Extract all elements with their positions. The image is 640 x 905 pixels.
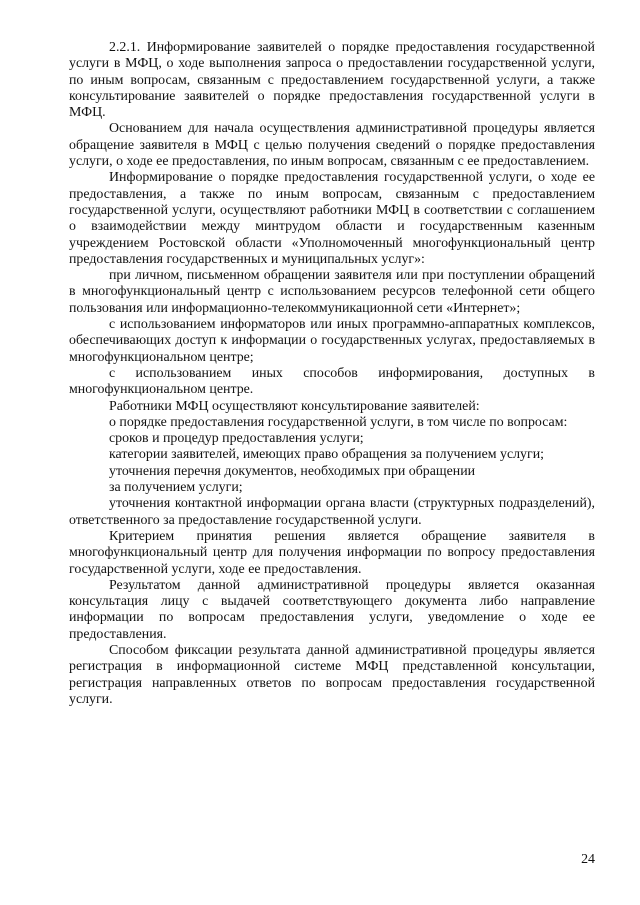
list-item-documents: уточнения перечня документов, необходимых при обращении <box>109 463 476 479</box>
paragraph-informing: Информирование о порядке предоставления государственной услуги, о ходе ее предоставления, а также по иным вопросам, связанным с предоставлением государственной услуги, осуществляют работники МФЦ в соответствии с соглашением о взаимодействии между минтрудом области и государственным казенным учреждением Ростовской области «Уполномоченный многофункциональный центр предоставления государственных и муниципальных услуг»: <box>69 170 595 267</box>
list-item-terms: сроков и процедур предоставления услуги; <box>109 431 364 447</box>
document-body <box>69 40 595 708</box>
list-item-categories: категории заявителей, имеющих право обращения за получением услуги; <box>109 447 544 463</box>
paragraph-order-questions: о порядке предоставления государственной услуги, в том числе по вопросам: <box>109 414 568 430</box>
paragraph-personal-request: при личном, письменном обращении заявителя или при поступлении обращений в многофункциональный центр с использованием ресурсов телефонной сети общего пользования или информационно-телекоммуникационной сети «Интернет»; <box>69 268 595 316</box>
paragraph-informators: с использованием информаторов или иных программно-аппаратных комплексов, обеспечивающих доступ к информации о государственных услугах, предоставляемых в многофункциональном центре; <box>69 317 595 365</box>
paragraph-consulting: Работники МФЦ осуществляют консультирование заявителей: <box>109 398 480 414</box>
list-item-contacts: уточнения контактной информации органа власти (структурных подразделений), ответственного за предоставление государственной услуги. <box>69 496 595 528</box>
paragraph-2-2-1: 2.2.1. Информирование заявителей о порядке предоставления государственной услуги в МФЦ, о ходе выполнения запроса о предоставлении государственной услуги, по иным вопросам, связанным с предоставлением государственной услуги, а также консультирование заявителей о порядке предоставления государственной услуги в МФЦ. <box>69 40 595 121</box>
paragraph-fixation: Способом фиксации результата данной административной процедуры является регистрация в информационной системе МФЦ представленной консультации, регистрация направленных ответов по вопросам предоставления государственной услуги. <box>69 642 595 707</box>
page-number: 24 <box>581 852 595 867</box>
paragraph-basis: Основанием для начала осуществления административной процедуры является обращение заявителя в МФЦ с целью получения сведений о порядке предоставления услуги, о ходе ее предоставления, по иным вопросам, связанным с ее предоставлением. <box>69 121 595 170</box>
paragraph-criterion: Критерием принятия решения является обращение заявителя в многофункциональный центр для получения информации по вопросу предоставления государственной услуги, ходе ее предоставления. <box>69 528 595 577</box>
list-item-documents-cont: за получением услуги; <box>109 480 243 496</box>
paragraph-result: Результатом данной административной процедуры является оказанная консультация лицу с выдачей соответствующего документа либо направление информации по вопросам предоставления услуги, уведомление о ходе ее предоставления. <box>69 577 595 642</box>
paragraph-other-ways: с использованием иных способов информирования, доступных в многофункциональном центре. <box>69 365 595 398</box>
